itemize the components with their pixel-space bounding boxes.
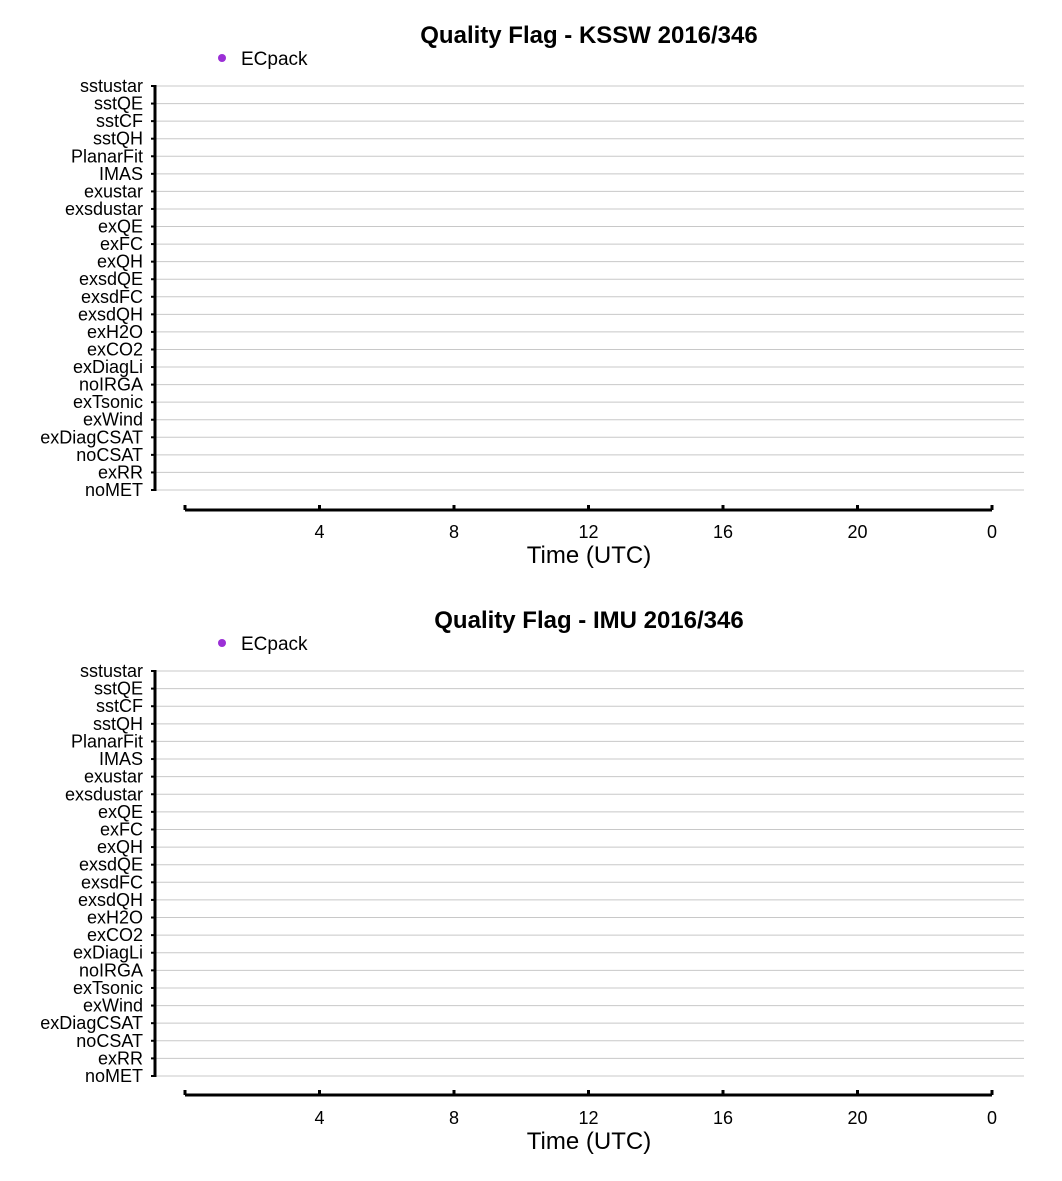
chart-panel-1 <box>40 22 1024 569</box>
y-tick-label: exTsonic <box>72 392 143 413</box>
y-tick-label: exDiagLi <box>72 357 143 378</box>
y-tick-label: exustar <box>83 181 143 202</box>
chart-title: Quality Flag - KSSW 2016/346 <box>420 22 758 49</box>
x-tick-label: 12 <box>578 1108 599 1128</box>
y-tick-label: exsdFC <box>80 872 143 893</box>
y-tick-label: exQE <box>97 216 143 237</box>
y-tick-label: noMET <box>84 1066 143 1086</box>
y-tick-label: sstCF <box>96 696 143 717</box>
x-tick-label: 20 <box>847 522 868 542</box>
y-tick-label: exQE <box>97 801 143 822</box>
y-tick-label: exRR <box>97 1048 143 1069</box>
x-tick-label: 12 <box>578 522 599 542</box>
y-tick-label: exDiagLi <box>72 942 143 963</box>
y-tick-label: exsdQH <box>77 304 143 325</box>
legend-label: ECpack <box>241 49 308 70</box>
y-tick-label: exCO2 <box>86 339 143 360</box>
y-tick-label: sstQE <box>93 93 143 114</box>
chart-title: Quality Flag - IMU 2016/346 <box>434 607 744 634</box>
y-tick-label: exTsonic <box>72 977 143 998</box>
y-tick-label: sstQE <box>93 678 143 699</box>
chart-panel-2 <box>40 607 1024 1155</box>
y-tick-label: noMET <box>84 480 143 500</box>
x-tick-label: 0 <box>986 1108 998 1128</box>
y-tick-label: exCO2 <box>86 925 143 946</box>
y-tick-label: sstustar <box>79 76 143 96</box>
y-tick-label: exWind <box>82 995 143 1016</box>
y-tick-label: exsdustar <box>64 198 143 219</box>
y-tick-label: noCSAT <box>76 444 143 465</box>
y-tick-label: exDiagCSAT <box>40 427 143 448</box>
y-tick-label: sstCF <box>96 111 143 132</box>
x-tick-label: 16 <box>712 1108 734 1128</box>
y-tick-label: sstQH <box>92 713 143 734</box>
y-tick-label: exQH <box>96 837 143 858</box>
y-tick-label: exQH <box>96 251 143 272</box>
y-tick-label: exsdQE <box>78 854 143 875</box>
x-tick-label: 0 <box>986 522 998 542</box>
y-tick-label: noCSAT <box>76 1030 143 1051</box>
x-tick-label: 8 <box>448 522 460 542</box>
y-tick-label: exWind <box>82 409 143 430</box>
x-tick-label: 8 <box>448 1108 460 1128</box>
y-tick-label: exH2O <box>86 907 143 928</box>
x-tick-label: 4 <box>314 522 325 542</box>
y-tick-label: exsdQH <box>77 889 143 910</box>
y-tick-label: PlanarFit <box>70 146 143 167</box>
y-tick-label: exH2O <box>86 321 143 342</box>
y-tick-label: exustar <box>83 766 143 787</box>
y-tick-label: exRR <box>97 462 143 483</box>
legend-label: ECpack <box>241 634 308 655</box>
y-tick-label: sstustar <box>79 661 143 681</box>
x-axis-label: Time (UTC) <box>526 1128 652 1155</box>
y-tick-label: exFC <box>99 234 143 255</box>
x-tick-label: 4 <box>314 1108 325 1128</box>
y-tick-label: IMAS <box>98 163 143 184</box>
y-tick-label: sstQH <box>92 128 143 149</box>
y-tick-label: exsdQE <box>78 269 143 290</box>
y-tick-label: exFC <box>99 819 143 840</box>
y-tick-label: exDiagCSAT <box>40 1013 143 1034</box>
y-tick-label: exsdustar <box>64 784 143 805</box>
legend-marker <box>218 639 226 647</box>
legend-marker <box>218 54 226 62</box>
x-axis-label: Time (UTC) <box>526 542 652 569</box>
y-tick-label: noIRGA <box>78 374 143 395</box>
x-tick-label: 20 <box>847 1108 868 1128</box>
x-tick-label: 16 <box>712 522 734 542</box>
y-tick-label: PlanarFit <box>70 731 143 752</box>
y-tick-label: exsdFC <box>80 286 143 307</box>
y-tick-label: IMAS <box>98 749 143 770</box>
y-tick-label: noIRGA <box>78 960 143 981</box>
